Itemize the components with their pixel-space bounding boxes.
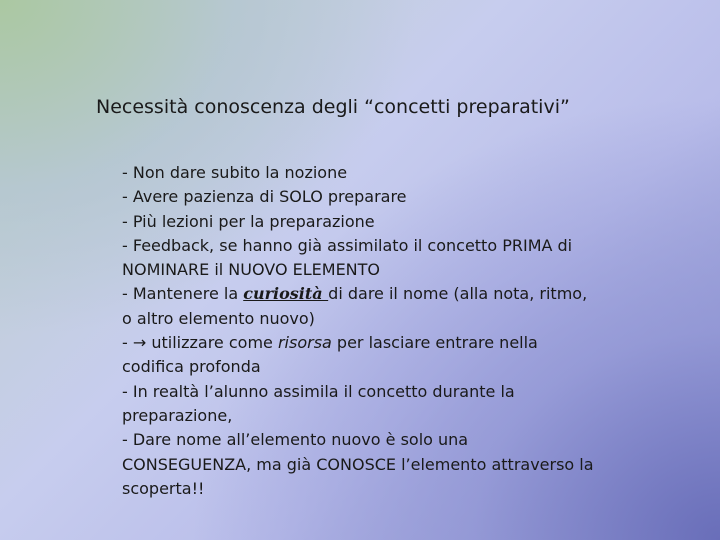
list-item <box>122 282 602 331</box>
list-item: - In realtà l’alunno assimila il concetto durante la preparazione, <box>122 381 515 425</box>
list-item: - Non dare subito la nozione <box>122 163 348 182</box>
item-text: - Mantenere la <box>122 284 244 304</box>
item-text: di dare il nome (alla nota, ritmo, o altro elemento nuovo) <box>122 284 588 328</box>
emphasis-curiosita: curiosità <box>243 284 329 304</box>
list-item <box>122 331 602 380</box>
slide-title: Necessità conoscenza degli “concetti preparativi” <box>96 96 570 118</box>
list-item: - Dare nome all’elemento nuovo è solo una CONSEGUENZA, ma già CONOSCE l’elemento attraverso la scoperta!! <box>122 430 594 498</box>
item-text: per lasciare entrare nella codifica profonda <box>122 333 538 377</box>
list-item: - Avere pazienza di SOLO preparare <box>122 187 407 207</box>
list-item: - Feedback, se hanno già assimilato il concetto PRIMA di NOMINARE il NUOVO ELEMENTO <box>122 235 573 280</box>
item-text: - → utilizzare come <box>122 333 278 353</box>
list-item: - Più lezioni per la preparazione <box>122 211 375 231</box>
emphasis-risorsa: risorsa <box>277 333 332 353</box>
bullet-list <box>122 161 602 501</box>
